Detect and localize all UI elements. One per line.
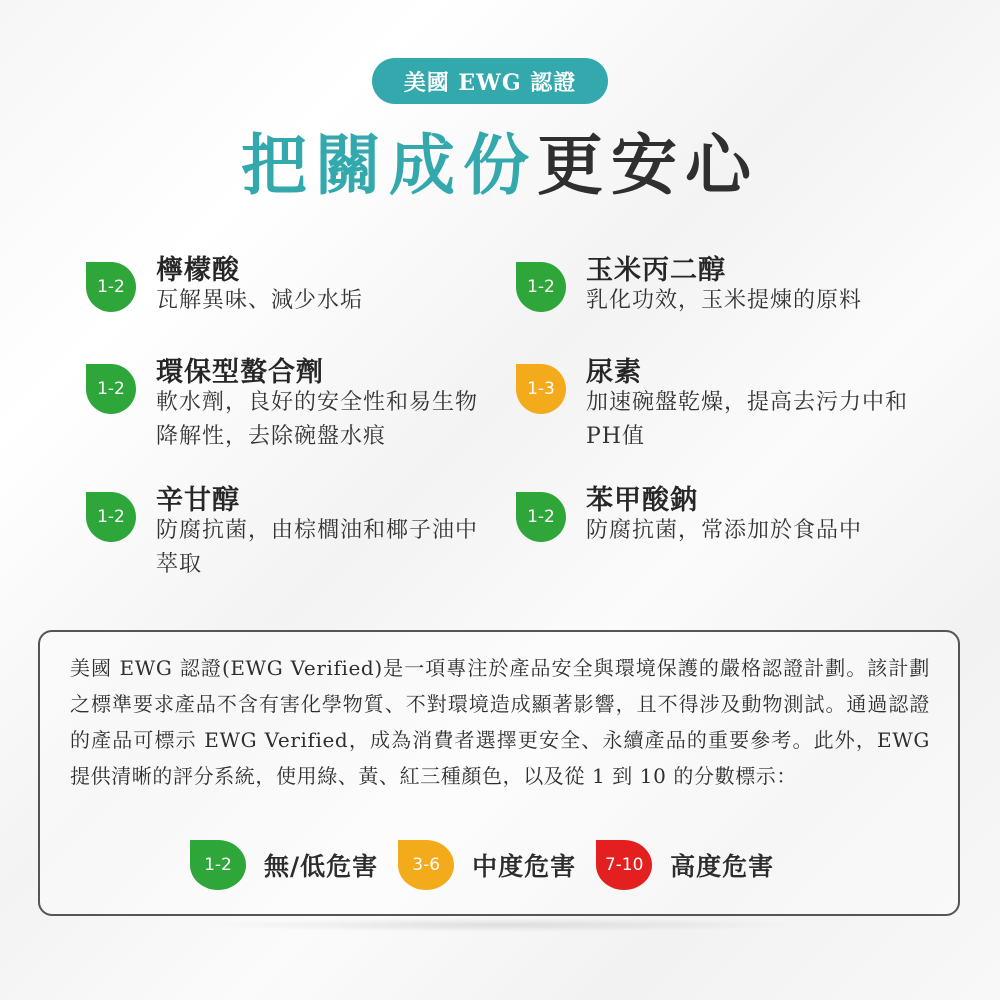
yellow-drop-icon: 3-6 — [398, 840, 454, 890]
headline-dark: 更安心 — [537, 126, 759, 204]
legend-item-high — [596, 840, 774, 890]
green-drop-icon: 1-2 — [190, 840, 246, 890]
ewg-certification-badge: 美國 EWG 認證 — [372, 58, 608, 104]
ingredient-description: 瓦解異味、減少水垢 — [156, 288, 364, 313]
ingredient-description: 防腐抗菌，常添加於食品中 — [586, 518, 863, 543]
score-drop-icon: 1-2 — [516, 492, 566, 542]
score-drop-icon: 1-2 — [516, 262, 566, 312]
ingredient-name: 尿素 — [586, 357, 642, 388]
ingredient-description: 加速碗盤乾燥，提高去污力中和PH值 — [586, 390, 909, 449]
ingredient-name: 苯甲酸鈉 — [586, 485, 698, 516]
headline-accent: 把關成份 — [241, 126, 537, 204]
ingredient-name: 辛甘醇 — [156, 485, 240, 516]
legend-item-low — [190, 840, 378, 890]
ingredient-name: 檸檬酸 — [156, 255, 240, 286]
legend-label: 高度危害 — [670, 852, 775, 881]
page-headline — [0, 112, 1000, 207]
legend-label: 無/低危害 — [264, 852, 379, 881]
legend-label: 中度危害 — [472, 852, 577, 881]
ingredient-description: 軟水劑，良好的安全性和易生物降解性，去除碗盤水痕 — [156, 390, 479, 449]
red-drop-icon: 7-10 — [596, 840, 652, 890]
score-drop-icon: 1-2 — [86, 262, 136, 312]
box-shadow-decoration — [200, 918, 800, 932]
ingredient-description: 防腐抗菌，由棕櫚油和椰子油中萃取 — [156, 518, 479, 577]
score-drop-icon: 1-3 — [516, 364, 566, 414]
ingredient-name: 玉米丙二醇 — [586, 255, 726, 286]
score-drop-icon: 1-2 — [86, 492, 136, 542]
legend-item-moderate — [398, 840, 576, 890]
ingredient-description: 乳化功效，玉米提煉的原料 — [586, 288, 863, 313]
ewg-info-box — [38, 630, 960, 916]
ingredient-name: 環保型螯合劑 — [156, 357, 324, 388]
score-drop-icon: 1-2 — [86, 364, 136, 414]
ewg-info-text: 美國 EWG 認證(EWG Verified)是一項專注於產品安全與環境保護的嚴格認證計劃。該計劃之標準要求產品不含有害化學物質、不對環境造成顯著影響，且不得涉及動物測試。通過認證的產品可標示 EWG Verified，成為消費者選擇更安全、永續產品的重要參考。此外，EWG 提供清晰的評分系統，使用綠、黃、紅三種顏色，以及從 1 到 10 的分數標示： — [70, 656, 958, 788]
score-legend — [190, 840, 794, 890]
